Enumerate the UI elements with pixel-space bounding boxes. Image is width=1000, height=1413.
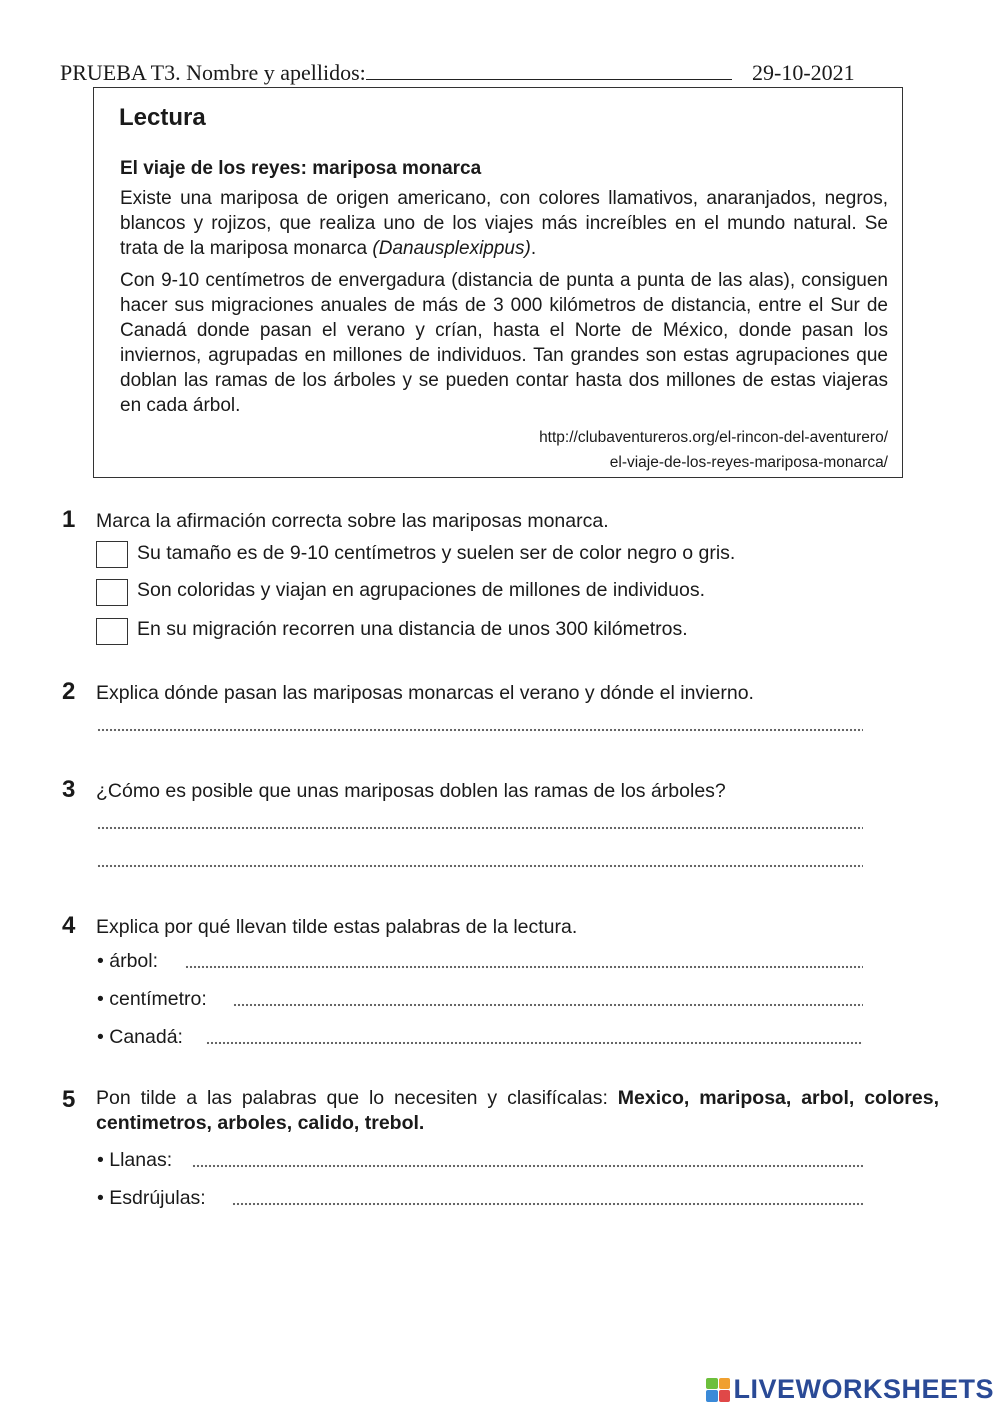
question-3-text: ¿Cómo es posible que unas mariposas doblen las ramas de los árboles? bbox=[96, 780, 726, 802]
option-1-text: Su tamaño es de 9-10 centímetros y suelen ser de color negro o gris. bbox=[137, 542, 736, 564]
paragraph-1-text: Existe una mariposa de origen americano, con colores llamativos, anaranjados, negros, blancos y rojizos, que realiza uno de los viajes más increíbles en el mundo natural. Se trata de la mariposa monarca bbox=[120, 188, 888, 259]
answer-3-line-1[interactable] bbox=[97, 824, 863, 832]
question-3-number: 3 bbox=[62, 776, 76, 803]
name-input-line[interactable] bbox=[366, 61, 732, 80]
question-2-number: 2 bbox=[62, 678, 76, 705]
logo-text: LIVEWORKSHEETS bbox=[733, 1374, 994, 1404]
reading-heading: Lectura bbox=[119, 104, 206, 131]
question-5-number: 5 bbox=[62, 1086, 76, 1113]
answer-4-arbol-line[interactable] bbox=[185, 963, 863, 971]
source-url-line-2: el-viaje-de-los-reyes-mariposa-monarca/ bbox=[609, 454, 888, 471]
question-5-text bbox=[96, 1086, 939, 1136]
q5-item-llanas: • Llanas: bbox=[97, 1149, 173, 1171]
reading-paragraph-1 bbox=[120, 186, 888, 261]
answer-4-canada-line[interactable] bbox=[206, 1039, 863, 1047]
option-3-text: En su migración recorren una distancia de unos 300 kilómetros. bbox=[137, 618, 688, 640]
source-url-line-1: http://clubaventureros.org/el-rincon-del-aventurero/ bbox=[539, 429, 888, 446]
reading-paragraph-2: Con 9-10 centímetros de envergadura (distancia de punta a punta de las alas), consiguen hacer sus migraciones anuales de más de 3 000 kilómetros de distancia, entre el Sur de Canadá donde pasan el verano y crían, hasta el Norte de México, donde pasan los inviernos, agrupadas en millones de individuos. Tan grandes son estas agrupaciones que doblan las ramas de los árboles y se pueden contar hasta dos millones de estas viajeras en cada árbol. bbox=[120, 270, 888, 416]
answer-3-line-2[interactable] bbox=[97, 862, 863, 870]
question-1-text: Marca la afirmación correcta sobre las mariposas monarca. bbox=[96, 510, 609, 532]
question-4-text: Explica por qué llevan tilde estas palabras de la lectura. bbox=[96, 916, 578, 938]
question-5-words: Mexico, mariposa, arbol, colores, centimetros, arboles, calido, trebol. bbox=[96, 1087, 939, 1134]
reading-box bbox=[93, 87, 903, 478]
header-title-text: PRUEBA T3. Nombre y apellidos: bbox=[60, 60, 366, 85]
question-1-number: 1 bbox=[62, 506, 76, 533]
question-2-text: Explica dónde pasan las mariposas monarcas el verano y dónde el invierno. bbox=[96, 682, 754, 704]
logo-mark-icon bbox=[706, 1378, 730, 1402]
answer-5-llanas-line[interactable] bbox=[192, 1162, 863, 1170]
option-3-checkbox[interactable] bbox=[96, 618, 128, 645]
answer-5-esdrujulas-line[interactable] bbox=[232, 1200, 863, 1208]
option-2-text: Son coloridas y viajan en agrupaciones de millones de individuos. bbox=[137, 579, 706, 601]
option-2-checkbox[interactable] bbox=[96, 579, 128, 606]
question-4-number: 4 bbox=[62, 912, 76, 939]
paragraph-1-end: . bbox=[530, 238, 537, 259]
question-5-prompt: Pon tilde a las palabras que lo necesiten y clasifícalas: bbox=[96, 1087, 618, 1109]
q4-item-centimetro: • centímetro: bbox=[97, 988, 207, 1010]
header-date: 29-10-2021 bbox=[752, 60, 855, 85]
q5-item-esdrujulas: • Esdrújulas: bbox=[97, 1187, 206, 1209]
answer-4-centimetro-line[interactable] bbox=[233, 1001, 863, 1009]
reading-title: El viaje de los reyes: mariposa monarca bbox=[120, 158, 482, 179]
q4-item-arbol: • árbol: bbox=[97, 950, 159, 972]
species-name: (Danausplexippus) bbox=[372, 238, 531, 259]
header-title bbox=[60, 60, 732, 86]
option-1-checkbox[interactable] bbox=[96, 541, 128, 568]
liveworksheets-logo bbox=[706, 1374, 994, 1405]
q4-item-canada: • Canadá: bbox=[97, 1026, 183, 1048]
answer-2-line[interactable] bbox=[97, 726, 863, 734]
